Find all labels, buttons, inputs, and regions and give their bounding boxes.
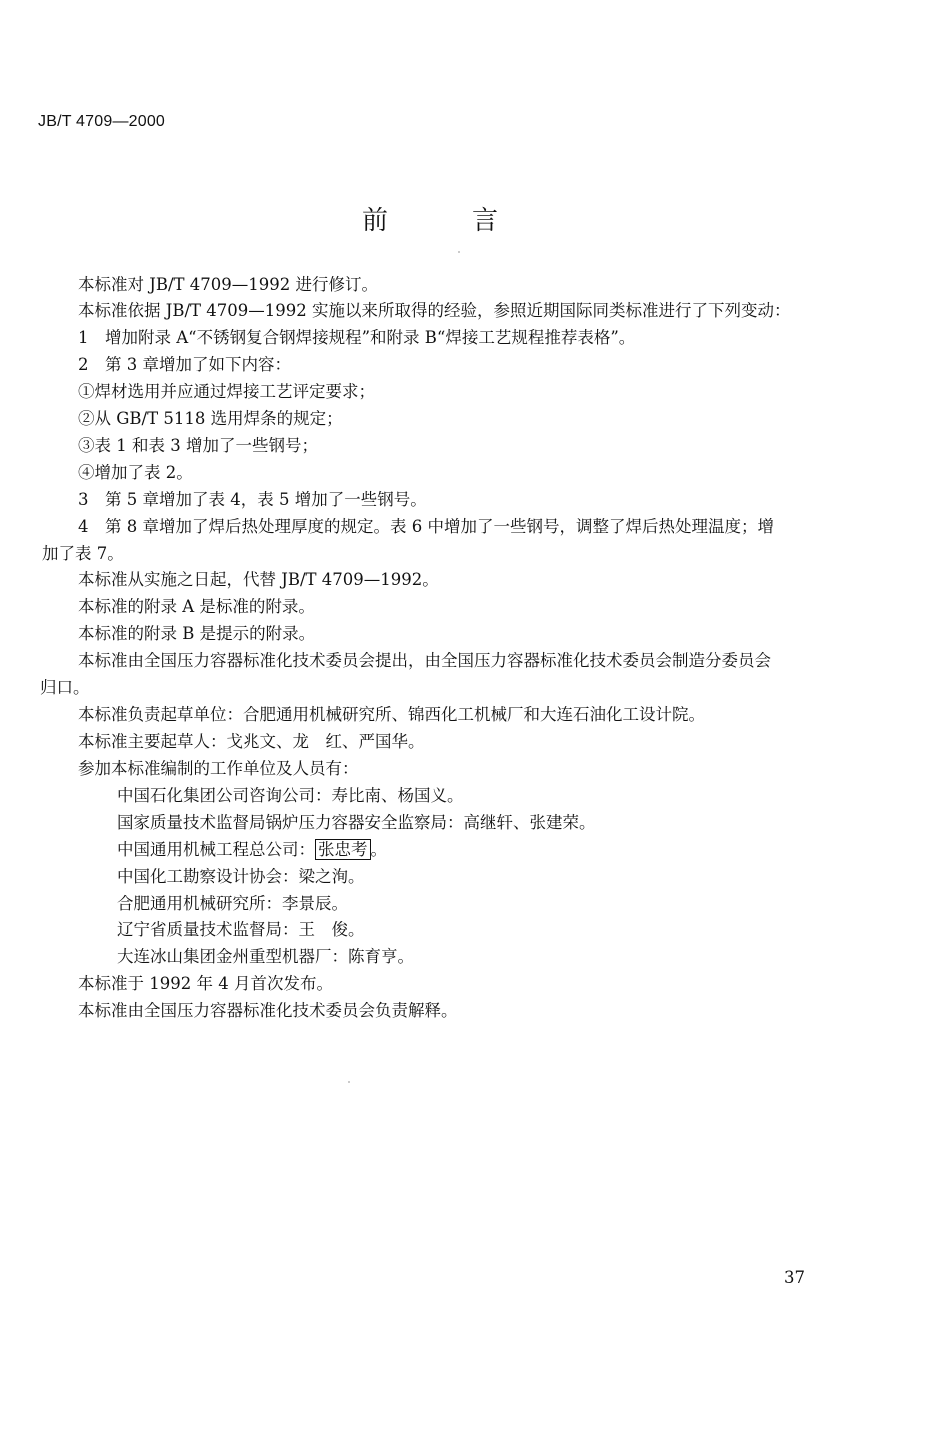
text-line: ③表 1 和表 3 增加了一些钢号； [78,436,318,455]
page-title: 前言 [361,206,582,236]
text-line: 本标准负责起草单位：合肥通用机械研究所、锦西化工机械厂和大连石油化工设计院。 [78,705,705,724]
text-line: 本标准由全国压力容器标准化技术委员会负责解释。 [78,1001,458,1020]
text-line: 大连冰山集团金州重型机器厂：陈育亨。 [117,947,414,966]
text-line: ④增加了表 2。 [78,463,193,482]
text-line: 本标准主要起草人：戈兆文、龙 红、严国华。 [78,732,425,751]
text-line: 加了表 7。 [42,544,124,563]
text-line: 1 增加附录 A“不锈钢复合钢焊接规程”和附录 B“焊接工艺规程推荐表格”。 [78,328,636,347]
text-line: ①焊材选用并应通过焊接工艺评定要求； [78,382,375,401]
scan-speck [458,251,460,253]
punctuation: 。 [370,840,387,859]
text-line: 中国石化集团公司咨询公司：寿比南、杨国义。 [117,786,464,805]
text-line: 本标准从实施之日起，代替 JB/T 4709—1992。 [78,570,439,589]
text-line: 本标准依据 JB/T 4709—1992 实施以来所取得的经验，参照近期国际同类标准进行了下列变动： [78,301,791,320]
text-line: 本标准由全国压力容器标准化技术委员会提出，由全国压力容器标准化技术委员会制造分委员会 [78,651,771,670]
boxed-name: 张忠考 [315,839,371,860]
text-line: 本标准于 1992 年 4 月首次发布。 [78,974,333,993]
scan-speck [348,1081,350,1083]
org-name: 中国通用机械工程总公司： [117,840,315,859]
text-line [117,840,387,860]
text-line: 2 第 3 章增加了如下内容： [78,355,291,374]
text-line: 参加本标准编制的工作单位及人员有： [78,759,359,778]
text-line: 本标准的附录 B 是提示的附录。 [78,624,316,643]
standard-code: JB/T 4709—2000 [38,113,166,130]
page-number: 37 [784,1268,805,1287]
text-line: 合肥通用机械研究所：李景辰。 [117,894,348,913]
text-line: 4 第 8 章增加了焊后热处理厚度的规定。表 6 中增加了一些钢号，调整了焊后热处理温度；增 [78,517,774,536]
text-line: 归口。 [40,678,90,697]
text-line: 本标准的附录 A 是标准的附录。 [78,597,315,616]
text-line: 中国化工勘察设计协会：梁之洵。 [117,867,365,886]
text-line: 国家质量技术监督局锅炉压力容器安全监察局：高继轩、张建荣。 [117,813,596,832]
text-line: 3 第 5 章增加了表 4，表 5 增加了一些钢号。 [78,490,427,509]
text-line: 本标准对 JB/T 4709—1992 进行修订。 [78,275,379,294]
text-line: ②从 GB/T 5118 选用焊条的规定； [78,409,343,428]
text-line: 辽宁省质量技术监督局：王 俊。 [117,920,365,939]
